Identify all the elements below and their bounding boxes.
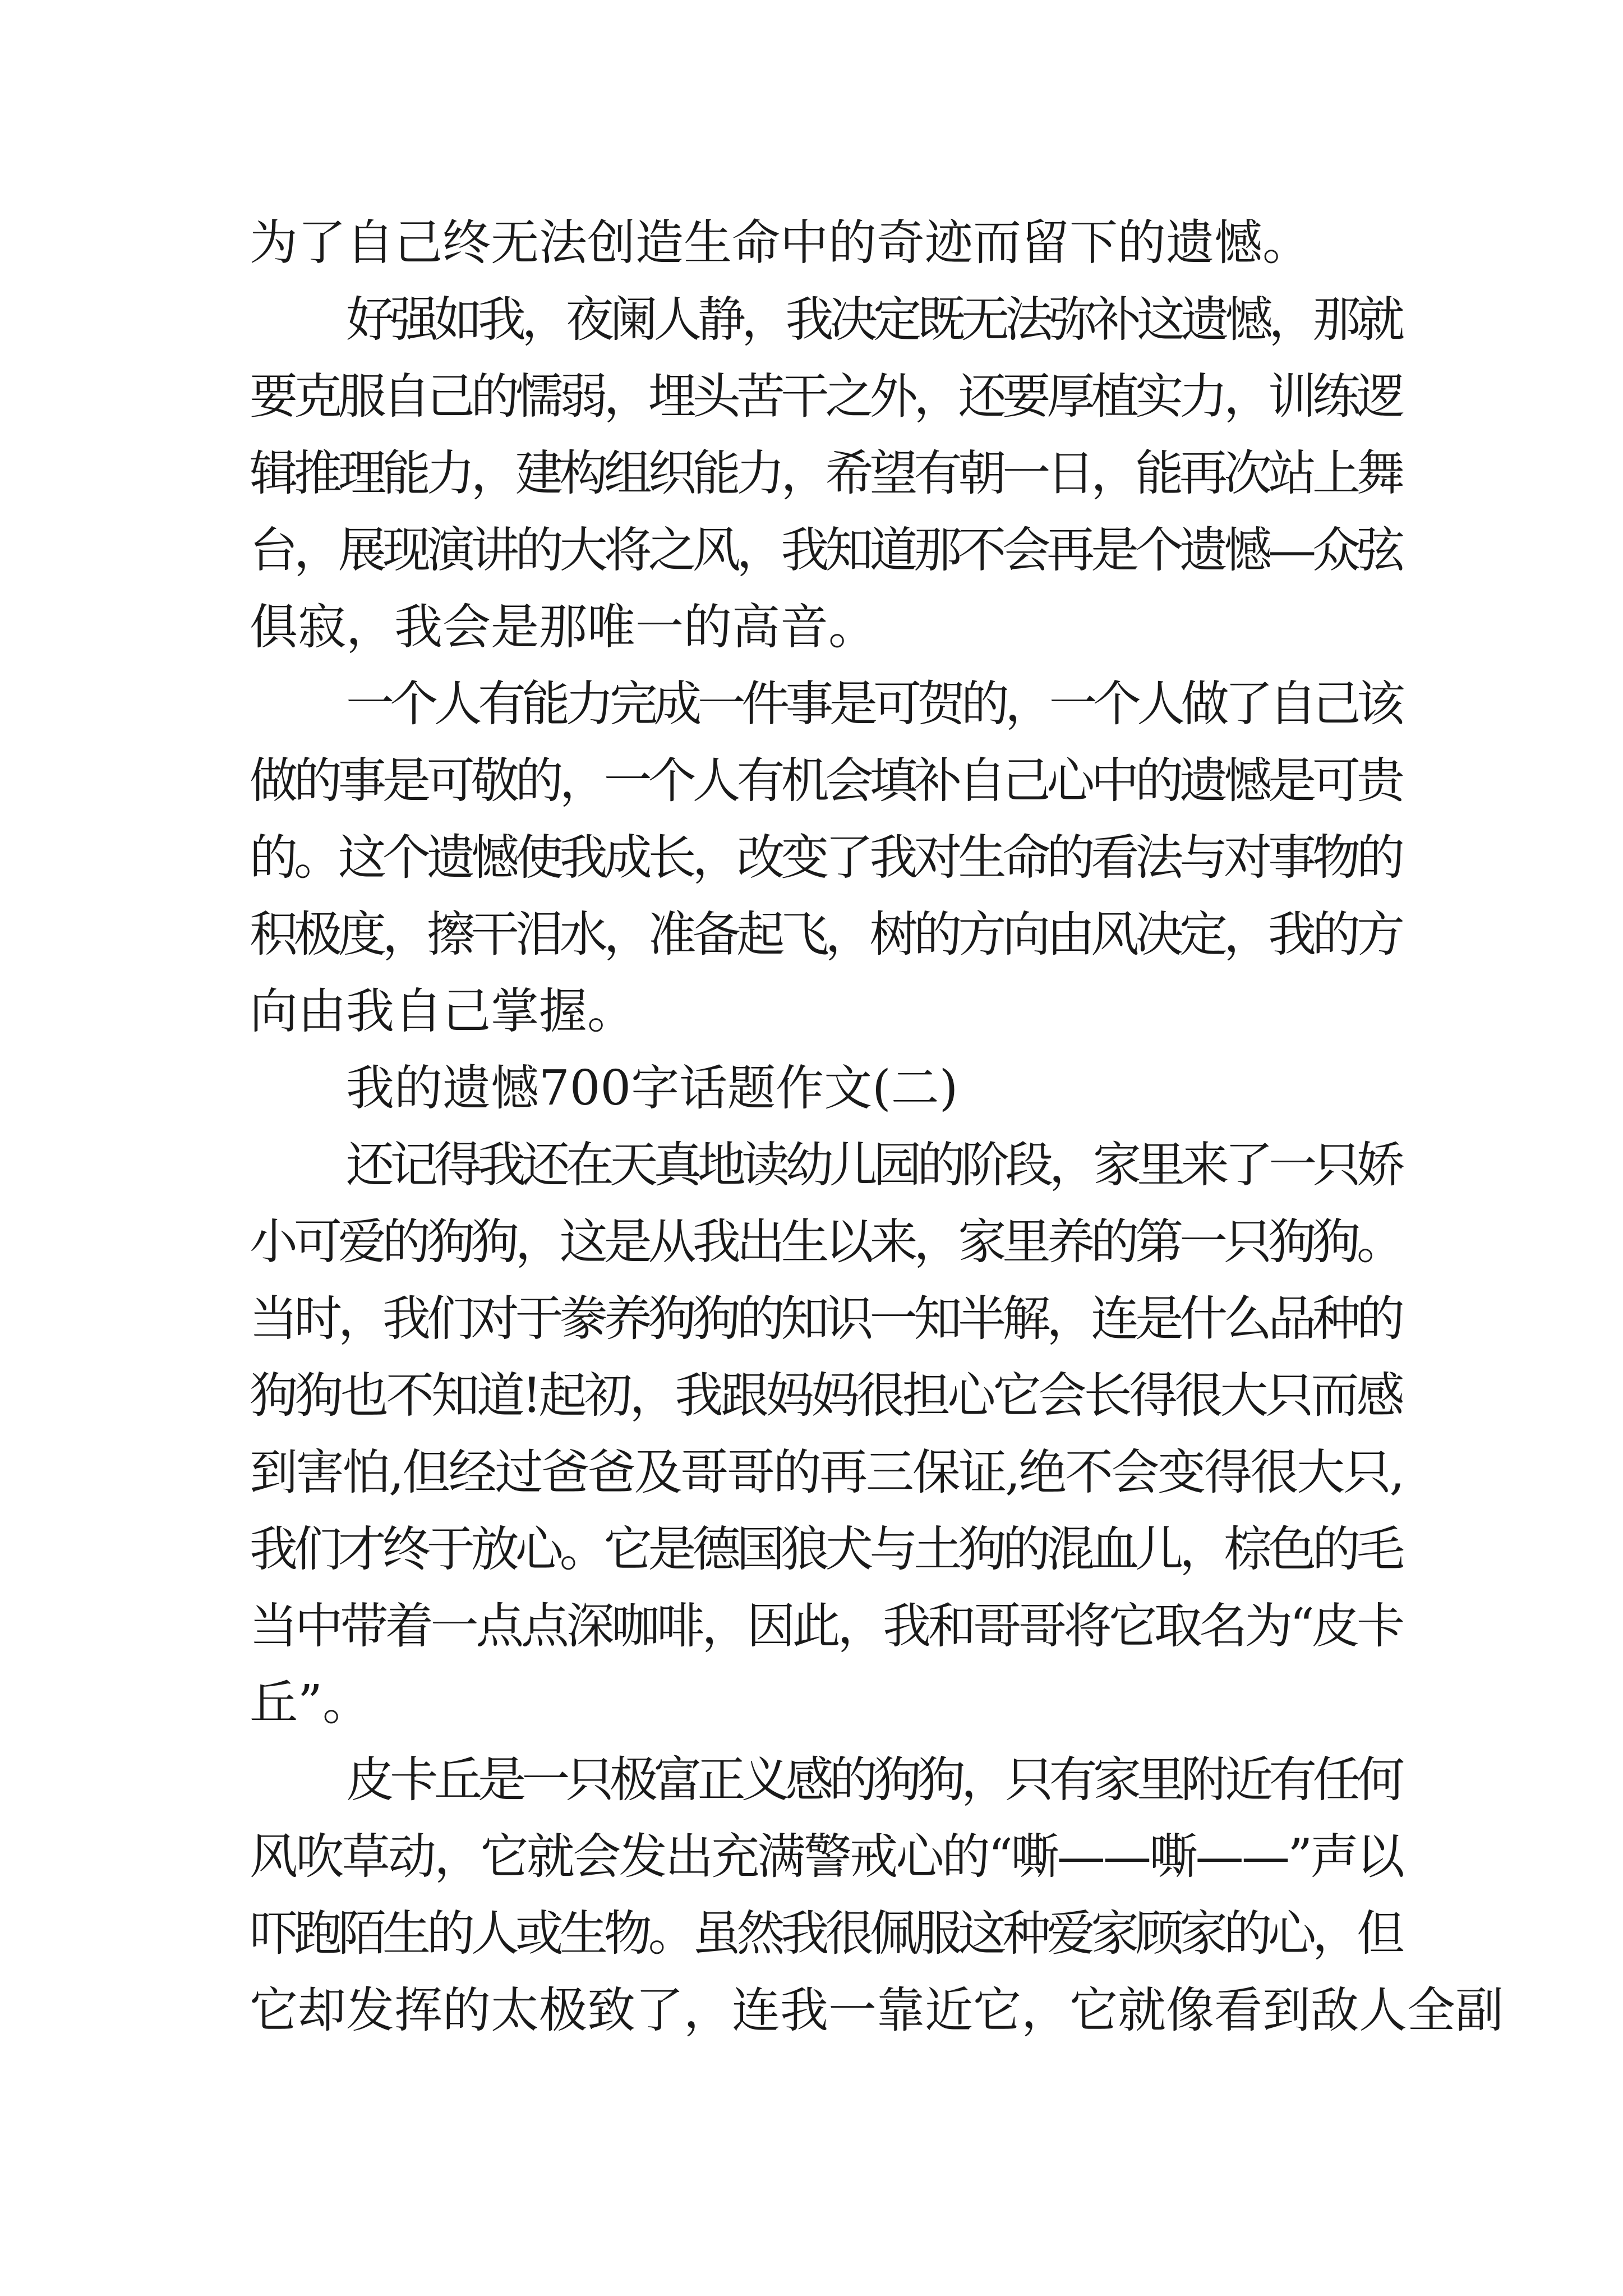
paragraph — [250, 666, 1405, 1050]
text-line: 丘”。 — [250, 1675, 371, 1731]
text-line: 小可爱的狗狗，这是从我出生以来，家里养的第一只狗狗。 — [250, 1214, 1401, 1270]
paragraph — [250, 1127, 1405, 1742]
text-line: 我的遗憾700字话题作文(二) — [346, 1060, 958, 1116]
text-line: 吓跑陌生的人或生物。虽然我很佩服这种爱家顾家的心，但 — [250, 1906, 1401, 1962]
text-line: 还记得我还在天真地读幼儿园的阶段，家里来了一只娇 — [346, 1137, 1401, 1193]
text-line: 为了自己终无法创造生命中的奇迹而留下的遗憾。 — [250, 215, 1311, 271]
text-line: 好强如我，夜阑人静，我决定既无法弥补这遗憾，那就 — [346, 292, 1401, 348]
text-line: 做的事是可敬的，一个人有机会填补自己心中的遗憾是可贵 — [250, 753, 1401, 809]
text-line: 它却发挥的太极致了，连我一靠近它，它就像看到敌人全副 — [250, 1982, 1504, 2039]
text-line: 一个人有能力完成一件事是可贺的，一个人做了自己该 — [346, 676, 1401, 732]
paragraph — [250, 282, 1405, 666]
paragraph — [250, 205, 1405, 282]
text-line: 皮卡丘是一只极富正义感的狗狗，只有家里附近有任何 — [346, 1752, 1401, 1808]
text-line: 辑推理能力，建构组织能力，希望有朝一日，能再次站上舞 — [250, 445, 1401, 501]
text-line: 的。这个遗憾使我成长，改变了我对生命的看法与对事物的 — [250, 830, 1401, 886]
text-line: 积极度，擦干泪水，准备起飞，树的方向由风决定，我的方 — [250, 907, 1401, 963]
paragraph — [250, 1050, 1405, 1127]
text-line: 要克服自己的懦弱，埋头苦干之外，还要厚植实力，训练逻 — [250, 369, 1401, 425]
paragraph — [250, 1742, 1504, 2049]
text-line: 向由我自己掌握。 — [250, 983, 635, 1039]
text-line: 到害怕,但经过爸爸及哥哥的再三保证,绝不会变得很大只, — [250, 1444, 1403, 1501]
text-line: 狗狗也不知道!起初，我跟妈妈很担心它会长得很大只而感 — [250, 1368, 1402, 1424]
text-line: 风吹草动，它就会发出充满警戒心的“嘶——嘶——”声以 — [250, 1829, 1403, 1885]
text-line: 俱寂，我会是那唯一的高音。 — [250, 599, 877, 655]
text-line: 台，展现演讲的大将之风，我知道那不会再是个遗憾—众弦 — [250, 522, 1401, 578]
document-body — [250, 205, 1504, 2049]
text-line: 当时，我们对于豢养狗狗的知识一知半解，连是什么品种的 — [250, 1291, 1401, 1347]
text-line: 我们才终于放心。它是德国狼犬与土狗的混血儿，棕色的毛 — [250, 1521, 1401, 1577]
text-line: 当中带着一点点深咖啡，因此，我和哥哥将它取名为“皮卡 — [250, 1598, 1402, 1654]
